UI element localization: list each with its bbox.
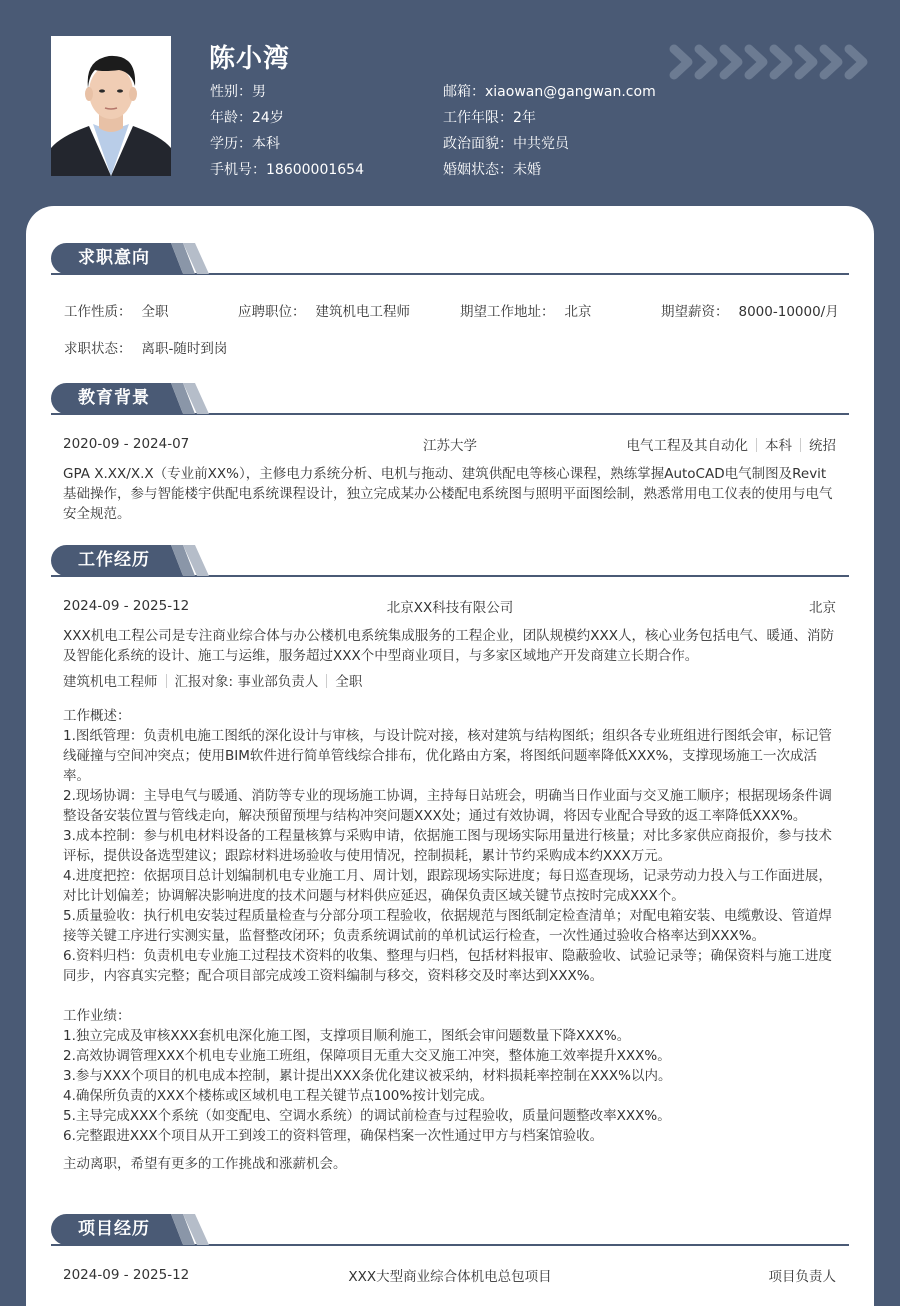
- education-type: 统招: [809, 438, 836, 454]
- education-school: 江苏大学: [423, 438, 477, 454]
- info-age: [210, 106, 364, 132]
- overview-title: 工作概述：: [63, 708, 131, 724]
- info-value: 本科: [252, 136, 280, 152]
- person-photo-icon: [51, 36, 171, 176]
- intent-position: [238, 300, 410, 320]
- work-overview: [51, 706, 849, 986]
- section-education: [51, 383, 849, 524]
- achievements-title: 工作业绩：: [63, 1008, 131, 1024]
- project-period: 2024-09 - 2025-12: [63, 1267, 190, 1283]
- field-label: 应聘职位：: [238, 304, 306, 320]
- education-degree: 本科: [765, 438, 792, 454]
- separator: [756, 438, 757, 452]
- separator: [800, 438, 801, 452]
- work-company: 北京XX科技有限公司: [386, 600, 514, 616]
- info-value: 18600001654: [266, 162, 364, 178]
- personal-info-right: [443, 80, 656, 184]
- info-label: 工作年限：: [443, 110, 513, 126]
- achievement-item: 5.主导完成XXX个系统（如变配电、空调水系统）的调试前检查与过程验收，质量问题整改率XXX%。: [63, 1108, 671, 1124]
- info-value: 未婚: [513, 162, 541, 178]
- field-value: 离职-随时到岗: [141, 341, 228, 357]
- intent-status: [64, 337, 227, 357]
- section-title: 工作经历: [78, 550, 150, 570]
- work-position: 建筑机电工程师: [63, 674, 158, 690]
- personal-info-left: [210, 80, 364, 184]
- company-intro: XXX机电工程公司是专注商业综合体与办公楼机电系统集成服务的工程企业，团队规模约XXX人，核心业务包括电气、暖通、消防及智能化系统的设计、施工与运维，服务超过XXX个中型商业项目，与多家区域地产开发商建立长期合作。: [63, 628, 834, 664]
- education-period: 2020-09 - 2024-07: [63, 436, 190, 452]
- info-email: [443, 80, 656, 106]
- separator: [326, 674, 327, 688]
- section-projects: [51, 1214, 849, 1285]
- info-label: 手机号：: [210, 162, 266, 178]
- info-education: [210, 132, 364, 158]
- project-entry-header: [51, 1265, 849, 1285]
- field-label: 期望薪资：: [661, 304, 729, 320]
- field-label: 求职状态：: [64, 341, 132, 357]
- work-city: 北京: [809, 600, 836, 616]
- chevron-right-icon: [668, 44, 872, 84]
- achievement-item: 2.高效协调管理XXX个机电专业施工班组，保障项目无重大交叉施工冲突，整体施工效率提升XXX%。: [63, 1048, 671, 1064]
- overview-item: 6.资料归档：负责机电专业施工过程技术资料的收集、整理与归档，包括材料报审、隐蔽验收、试验记录等；确保资料与施工进度同步，内容真实完整；配合项目部完成竣工资料编制与移交，资料移交及时率达到XXX%。: [63, 948, 832, 984]
- intent-work-type: [64, 300, 169, 320]
- work-entry-header: [51, 596, 849, 616]
- info-value: 男: [252, 84, 266, 100]
- info-label: 邮箱：: [443, 84, 485, 100]
- overview-item: 5.质量验收：执行机电安装过程质量检查与分部分项工程验收，依据规范与图纸制定检查清单；对配电箱安装、电缆敷设、管道焊接等关键工序进行实测实量，监督整改闭环；负责系统调试前的单机试运行检查，一次性通过验收合格率达到XXX%。: [63, 908, 832, 944]
- education-description: GPA X.XX/X.X（专业前XX%），主修电力系统分析、电机与拖动、建筑供配电等核心课程，熟练掌握AutoCAD电气制图及Revit基础操作，参与智能楼宇供配电系统课程设计，独立完成某办公楼配电系统图与照明平面图绘制，熟悉常用电工仪表的使用与电气安全规范。: [63, 466, 833, 522]
- achievement-item: 1.独立完成及审核XXX套机电深化施工图，支撑项目顺利施工，图纸会审问题数量下降XXX%。: [63, 1028, 631, 1044]
- overview-item: 2.现场协调：主导电气与暖通、消防等专业的现场施工协调，主持每日站班会，明确当日作业面与交叉施工顺序；根据现场条件调整设备安装位置与管线走向，解决预留预埋与结构冲突问题XXX处；通过有效协调，将因专业配合导致的返工率降低XXX%。: [63, 788, 832, 824]
- info-value: 24岁: [252, 110, 284, 126]
- education-details: [627, 434, 837, 454]
- field-label: 期望工作地址：: [460, 304, 555, 320]
- info-marital-status: [443, 158, 656, 184]
- section-job-intent: [51, 243, 849, 357]
- info-label: 学历：: [210, 136, 252, 152]
- info-value: 2年: [513, 110, 536, 126]
- intent-location: [460, 300, 592, 320]
- work-role-line: [51, 672, 849, 692]
- info-value: 中共党员: [513, 136, 569, 152]
- info-label: 年龄：: [210, 110, 252, 126]
- field-value: 北京: [564, 304, 592, 320]
- section-title: 求职意向: [78, 248, 150, 268]
- resume-body-card: [26, 206, 874, 1306]
- overview-item: 3.成本控制：参与机电材料设备的工程量核算与采购申请，依据施工图与现场实际用量进行核量；对比多家供应商报价，参与技术评标，提供设备选型建议；跟踪材料进场验收与使用情况，控制损耗，累计节约采购成本约XXX万元。: [63, 828, 832, 864]
- education-entry-header: [51, 434, 849, 454]
- achievement-item: 4.确保所负责的XXX个楼栋或区域机电工程关键节点100%按计划完成。: [63, 1088, 494, 1104]
- work-job-type: 全职: [335, 674, 363, 690]
- section-header: [51, 545, 849, 577]
- section-work-experience: [51, 545, 849, 1174]
- section-header: [51, 243, 849, 275]
- separator: [166, 674, 167, 688]
- section-header: [51, 1214, 849, 1246]
- resume-header: [0, 0, 900, 210]
- education-major: 电气工程及其自动化: [626, 438, 748, 454]
- info-political-status: [443, 132, 656, 158]
- avatar-photo: [51, 36, 171, 176]
- info-label: 婚姻状态：: [443, 162, 513, 178]
- info-phone: [210, 158, 364, 184]
- work-report-to: 汇报对象: 事业部负责人: [174, 674, 319, 690]
- leave-reason: 主动离职，希望有更多的工作挑战和涨薪机会。: [63, 1156, 347, 1172]
- work-achievements: [51, 1006, 849, 1146]
- achievement-item: 6.完整跟进XXX个项目从开工到竣工的资料管理，确保档案一次性通过甲方与档案馆验收。: [63, 1128, 604, 1144]
- field-value: 全职: [141, 304, 169, 320]
- project-name: XXX大型商业综合体机电总包项目: [348, 1269, 552, 1285]
- work-period: 2024-09 - 2025-12: [63, 598, 190, 614]
- project-role: 项目负责人: [768, 1269, 836, 1285]
- candidate-name: 陈小湾: [209, 44, 291, 74]
- chevron-decoration: [668, 44, 872, 88]
- overview-item: 4.进度把控：依据项目总计划编制机电专业施工月、周计划，跟踪现场实际进度；每日巡查现场，记录劳动力投入与工作面进展，对比计划偏差；协调解决影响进度的技术问题与材料供应延迟，确保负责区域关键节点按时完成XXX个。: [63, 868, 832, 904]
- field-value: 8000-10000/月: [738, 304, 839, 320]
- info-gender: [210, 80, 364, 106]
- info-work-years: [443, 106, 656, 132]
- achievement-item: 3.参与XXX个项目的机电成本控制，累计提出XXX条优化建议被采纳，材料损耗率控制在XXX%以内。: [63, 1068, 672, 1084]
- overview-item: 1.图纸管理：负责机电施工图纸的深化设计与审核，与设计院对接，核对建筑与结构图纸；组织各专业班组进行图纸会审，标记管线碰撞与空间冲突点；使用BIM软件进行简单管线综合排布，优化路由方案，将图纸问题率降低XXX%，支撑现场施工一次成活率。: [63, 728, 832, 784]
- field-label: 工作性质：: [64, 304, 132, 320]
- info-label: 性别：: [210, 84, 252, 100]
- info-label: 政治面貌：: [443, 136, 513, 152]
- intent-salary: [661, 300, 839, 320]
- section-header: [51, 383, 849, 415]
- section-title: 项目经历: [78, 1219, 150, 1239]
- section-title: 教育背景: [78, 388, 150, 408]
- info-value: xiaowan@gangwan.com: [485, 84, 656, 100]
- field-value: 建筑机电工程师: [315, 304, 410, 320]
